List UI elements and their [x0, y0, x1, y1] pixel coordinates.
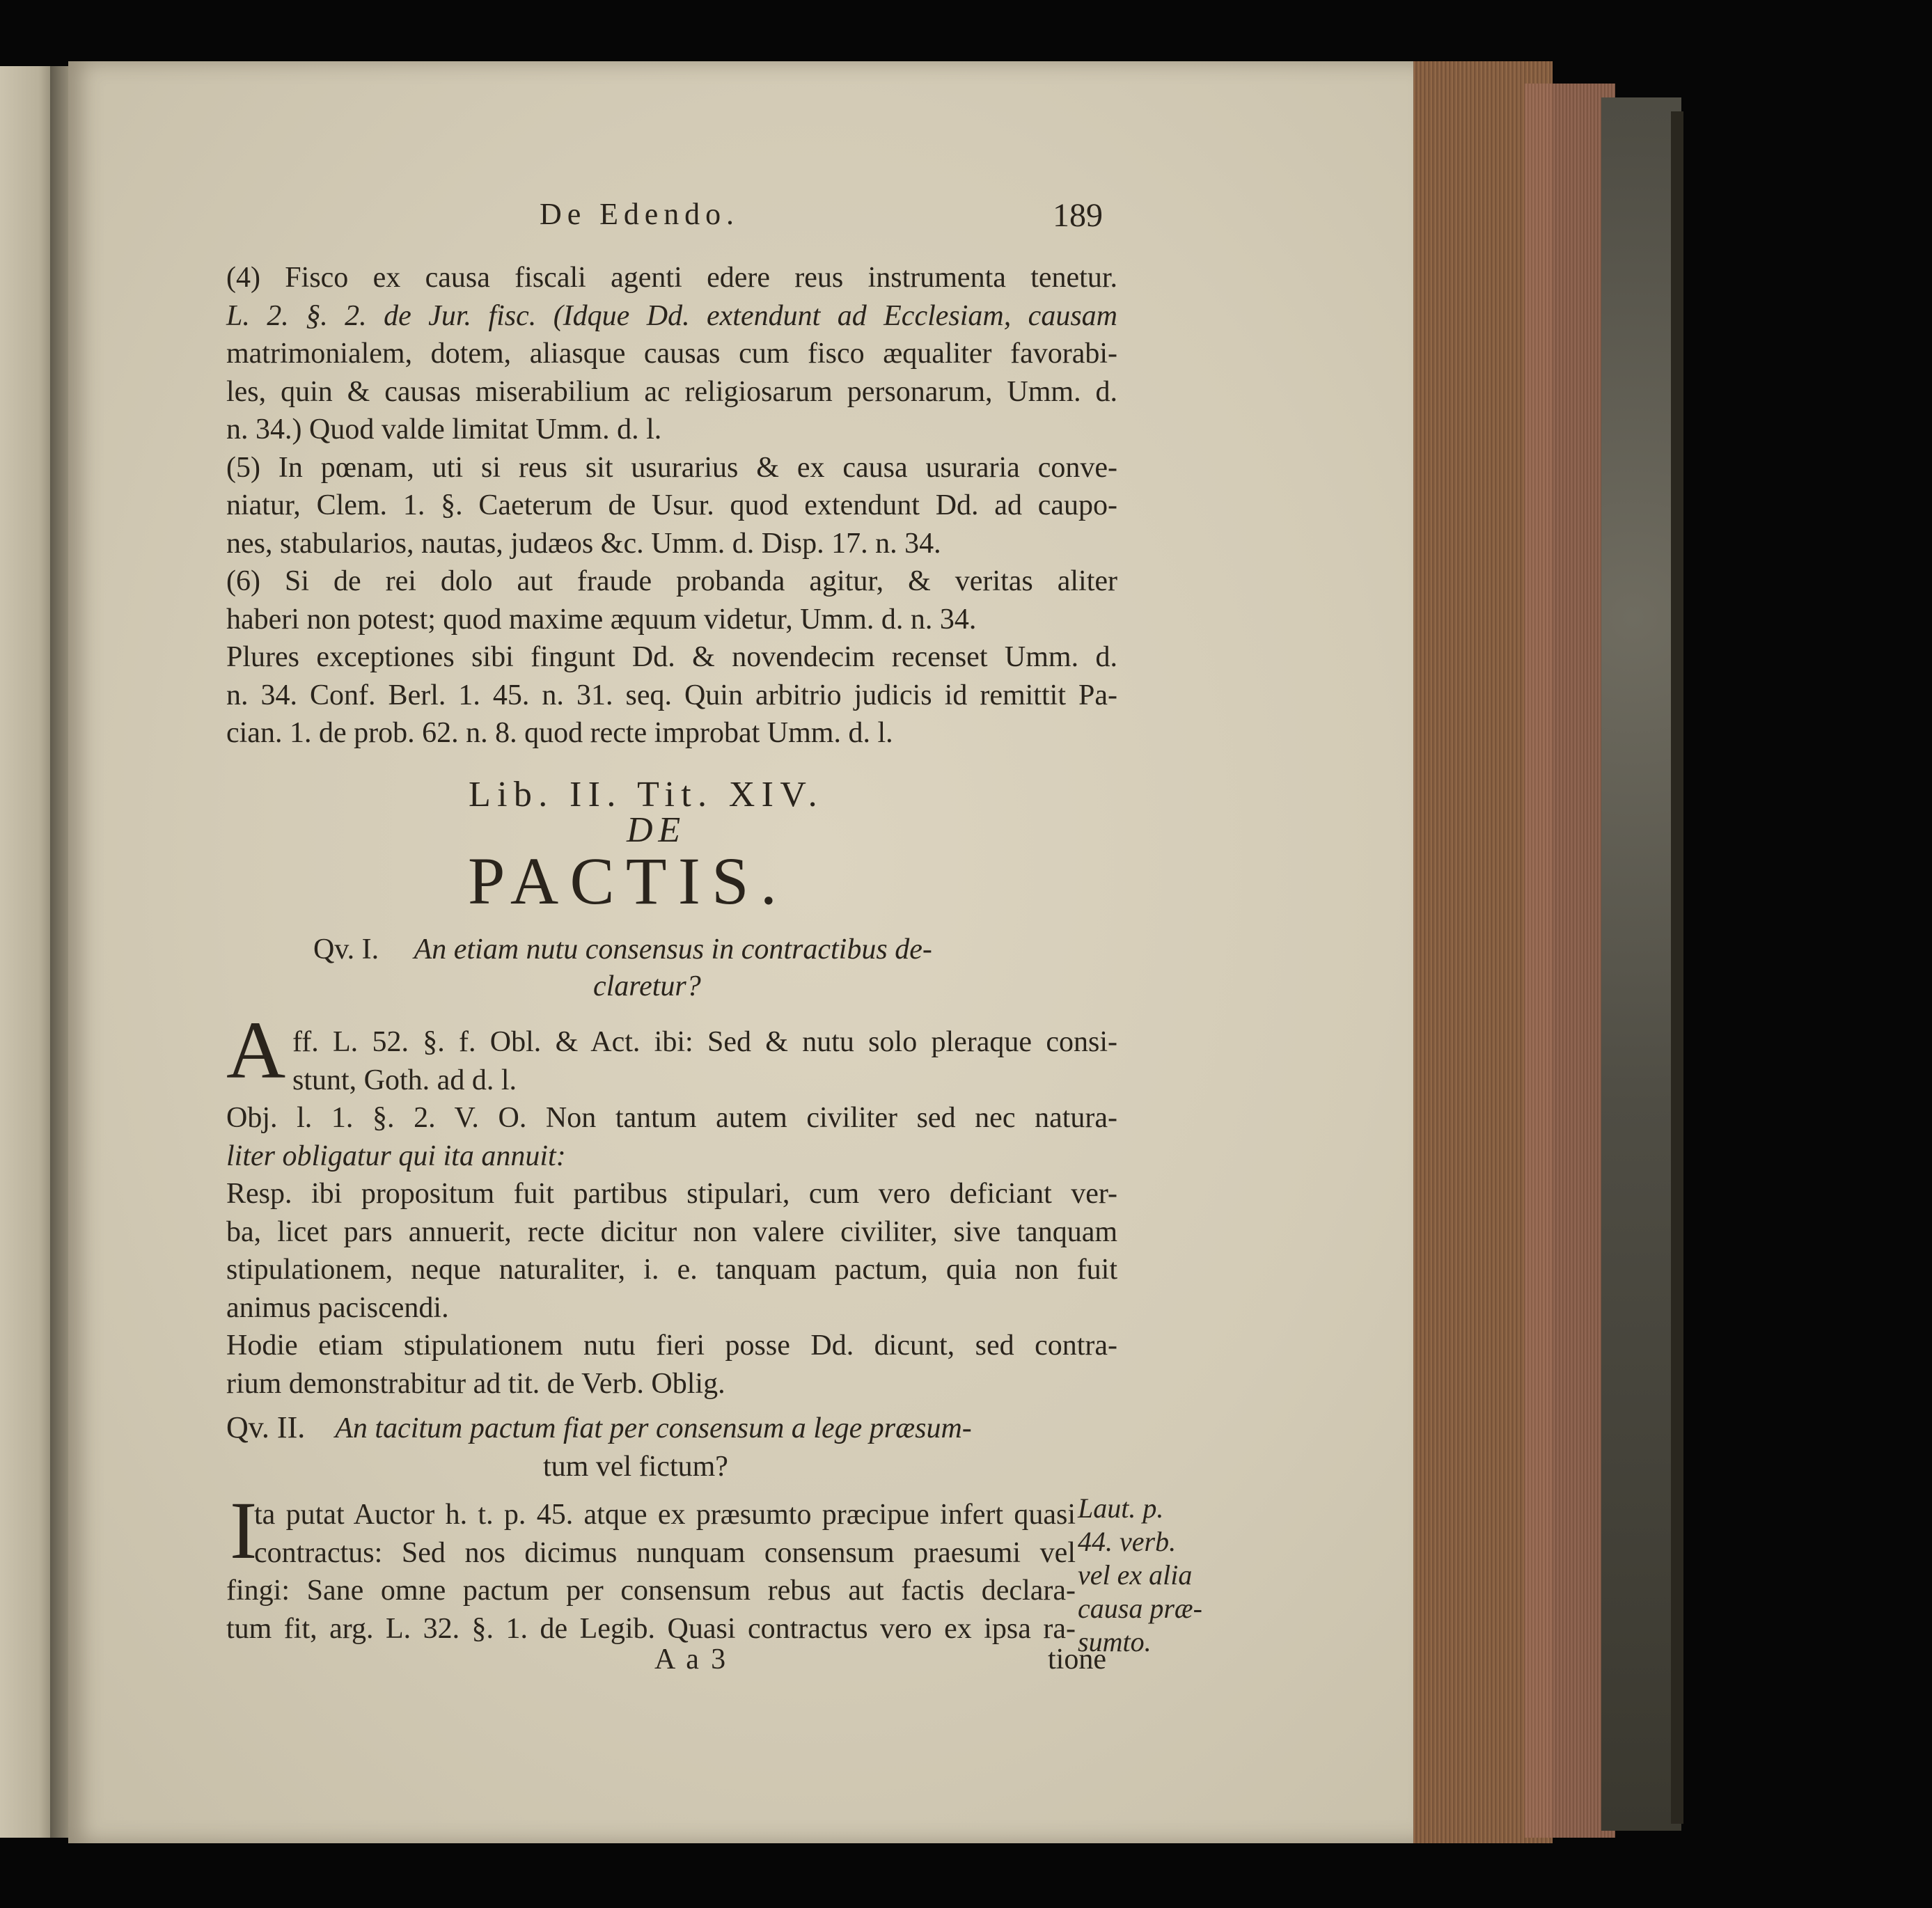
text-line: niatur, Clem. 1. §. Caeterum de Usur. quod extendunt Dd. ad caupo- — [226, 489, 1117, 521]
text-line: Resp. ibi propositum fuit partibus stipulari, cum vero deficiant ver- — [226, 1178, 1117, 1210]
question-1-answer-lead — [292, 1023, 1117, 1099]
running-head: De Edendo. — [540, 197, 739, 231]
text-line: haberi non potest; quod maxime æquum videtur, Umm. d. n. 34. — [226, 603, 977, 636]
question-1-heading — [313, 933, 932, 966]
question-2-text: An tacitum pactum fiat per consensum a lege præsum- — [335, 1412, 972, 1444]
question-1-text: An etiam nutu consensus in contractibus de- — [414, 933, 932, 965]
book-cover — [1601, 97, 1681, 1831]
text-line: cian. 1. de prob. 62. n. 8. quod recte improbat Umm. d. l. — [226, 717, 893, 749]
text-line: liter obligatur qui ita annuit: — [226, 1140, 566, 1172]
text-line: ta putat Auctor h. t. p. 45. atque ex præsumto præcipue infert quasi — [254, 1499, 1076, 1531]
text-line: contractus: Sed nos dicimus nunquam consensum praesumi vel — [254, 1536, 1076, 1569]
text-line: fingi: Sane omne pactum per consensum rebus aut factis declara- — [226, 1575, 1076, 1607]
text-line: L. 2. §. 2. de Jur. fisc. (Idque Dd. extendunt ad Ecclesiam, causam — [226, 299, 1117, 332]
text-line: (5) In pœnam, uti si reus sit usurarius & ex causa usuraria conve- — [226, 451, 1117, 484]
top-paragraphs — [226, 259, 1117, 752]
text-line: nes, stabularios, nautas, judæos &c. Umm. d. Disp. 17. n. 34. — [226, 527, 941, 560]
question-2-heading — [226, 1410, 972, 1445]
marginal-note: Laut. p. 44. verb. vel ex alia causa præ- sumto. — [1078, 1492, 1202, 1657]
question-1-answer — [226, 1099, 1117, 1403]
title-de: DE — [627, 810, 686, 850]
text-line: n. 34. Conf. Berl. 1. 45. n. 31. seq. Quin arbitrio judicis id remittit Pa- — [226, 679, 1117, 711]
left-page-edge — [0, 66, 56, 1838]
catchword: tione — [1048, 1643, 1106, 1676]
drop-capital-i: I — [230, 1485, 258, 1576]
question-1-label: Qv. I. — [313, 933, 379, 965]
page-number: 189 — [1053, 197, 1103, 234]
text-line: (4) Fisco ex causa fiscali agenti edere reus instrumenta tenetur. — [226, 262, 1117, 294]
question-2-label: Qv. II. — [226, 1410, 306, 1444]
text-line: animus paciscendi. — [226, 1291, 449, 1324]
title-book-and-title-number: Lib. II. Tit. XIV. — [469, 775, 824, 814]
cover-edge — [1671, 111, 1683, 1824]
question-1-text-cont: claretur? — [593, 970, 701, 1002]
question-2-text-cont: tum vel fictum? — [543, 1451, 728, 1483]
text-line: les, quin & causas miserabilium ac religiosarum personarum, Umm. d. — [226, 375, 1117, 408]
text-line: stipulationem, neque naturaliter, i. e. tanquam pactum, quia non fuit — [226, 1254, 1117, 1286]
text-line: ba, licet pars annuerit, recte dicitur non valere civiliter, sive tanquam — [226, 1215, 1117, 1248]
text-line: Hodie etiam stipulationem nutu fieri posse Dd. dicunt, sed contra- — [226, 1330, 1117, 1362]
question-2-answer — [226, 1496, 1076, 1648]
drop-capital-a: A — [226, 1004, 286, 1096]
signature-mark: A a 3 — [654, 1643, 728, 1676]
text-line: rium demonstrabitur ad tit. de Verb. Oblig. — [226, 1367, 725, 1400]
text-line: tum fit, arg. L. 32. §. 1. de Legib. Quasi contractus vero ex ipsa ra- — [226, 1612, 1076, 1645]
text-line: matrimonialem, dotem, aliasque causas cum fisco æqualiter favorabi- — [226, 338, 1117, 370]
text-line: (6) Si de rei dolo aut fraude probanda agitur, & veritas aliter — [226, 565, 1117, 597]
text-line: Obj. l. 1. §. 2. V. O. Non tantum autem civiliter sed nec natura- — [226, 1102, 1117, 1134]
text-line: n. 34.) Quod valde limitat Umm. d. l. — [226, 413, 662, 446]
text-line: stunt, Goth. ad d. l. — [292, 1064, 517, 1096]
title-pactis: PACTIS. — [468, 844, 789, 918]
text-line: Plures exceptiones sibi fingunt Dd. & novendecim recenset Umm. d. — [226, 641, 1117, 673]
text-line: ff. L. 52. §. f. Obl. & Act. ibi: Sed & nutu solo pleraque consi- — [292, 1026, 1117, 1058]
